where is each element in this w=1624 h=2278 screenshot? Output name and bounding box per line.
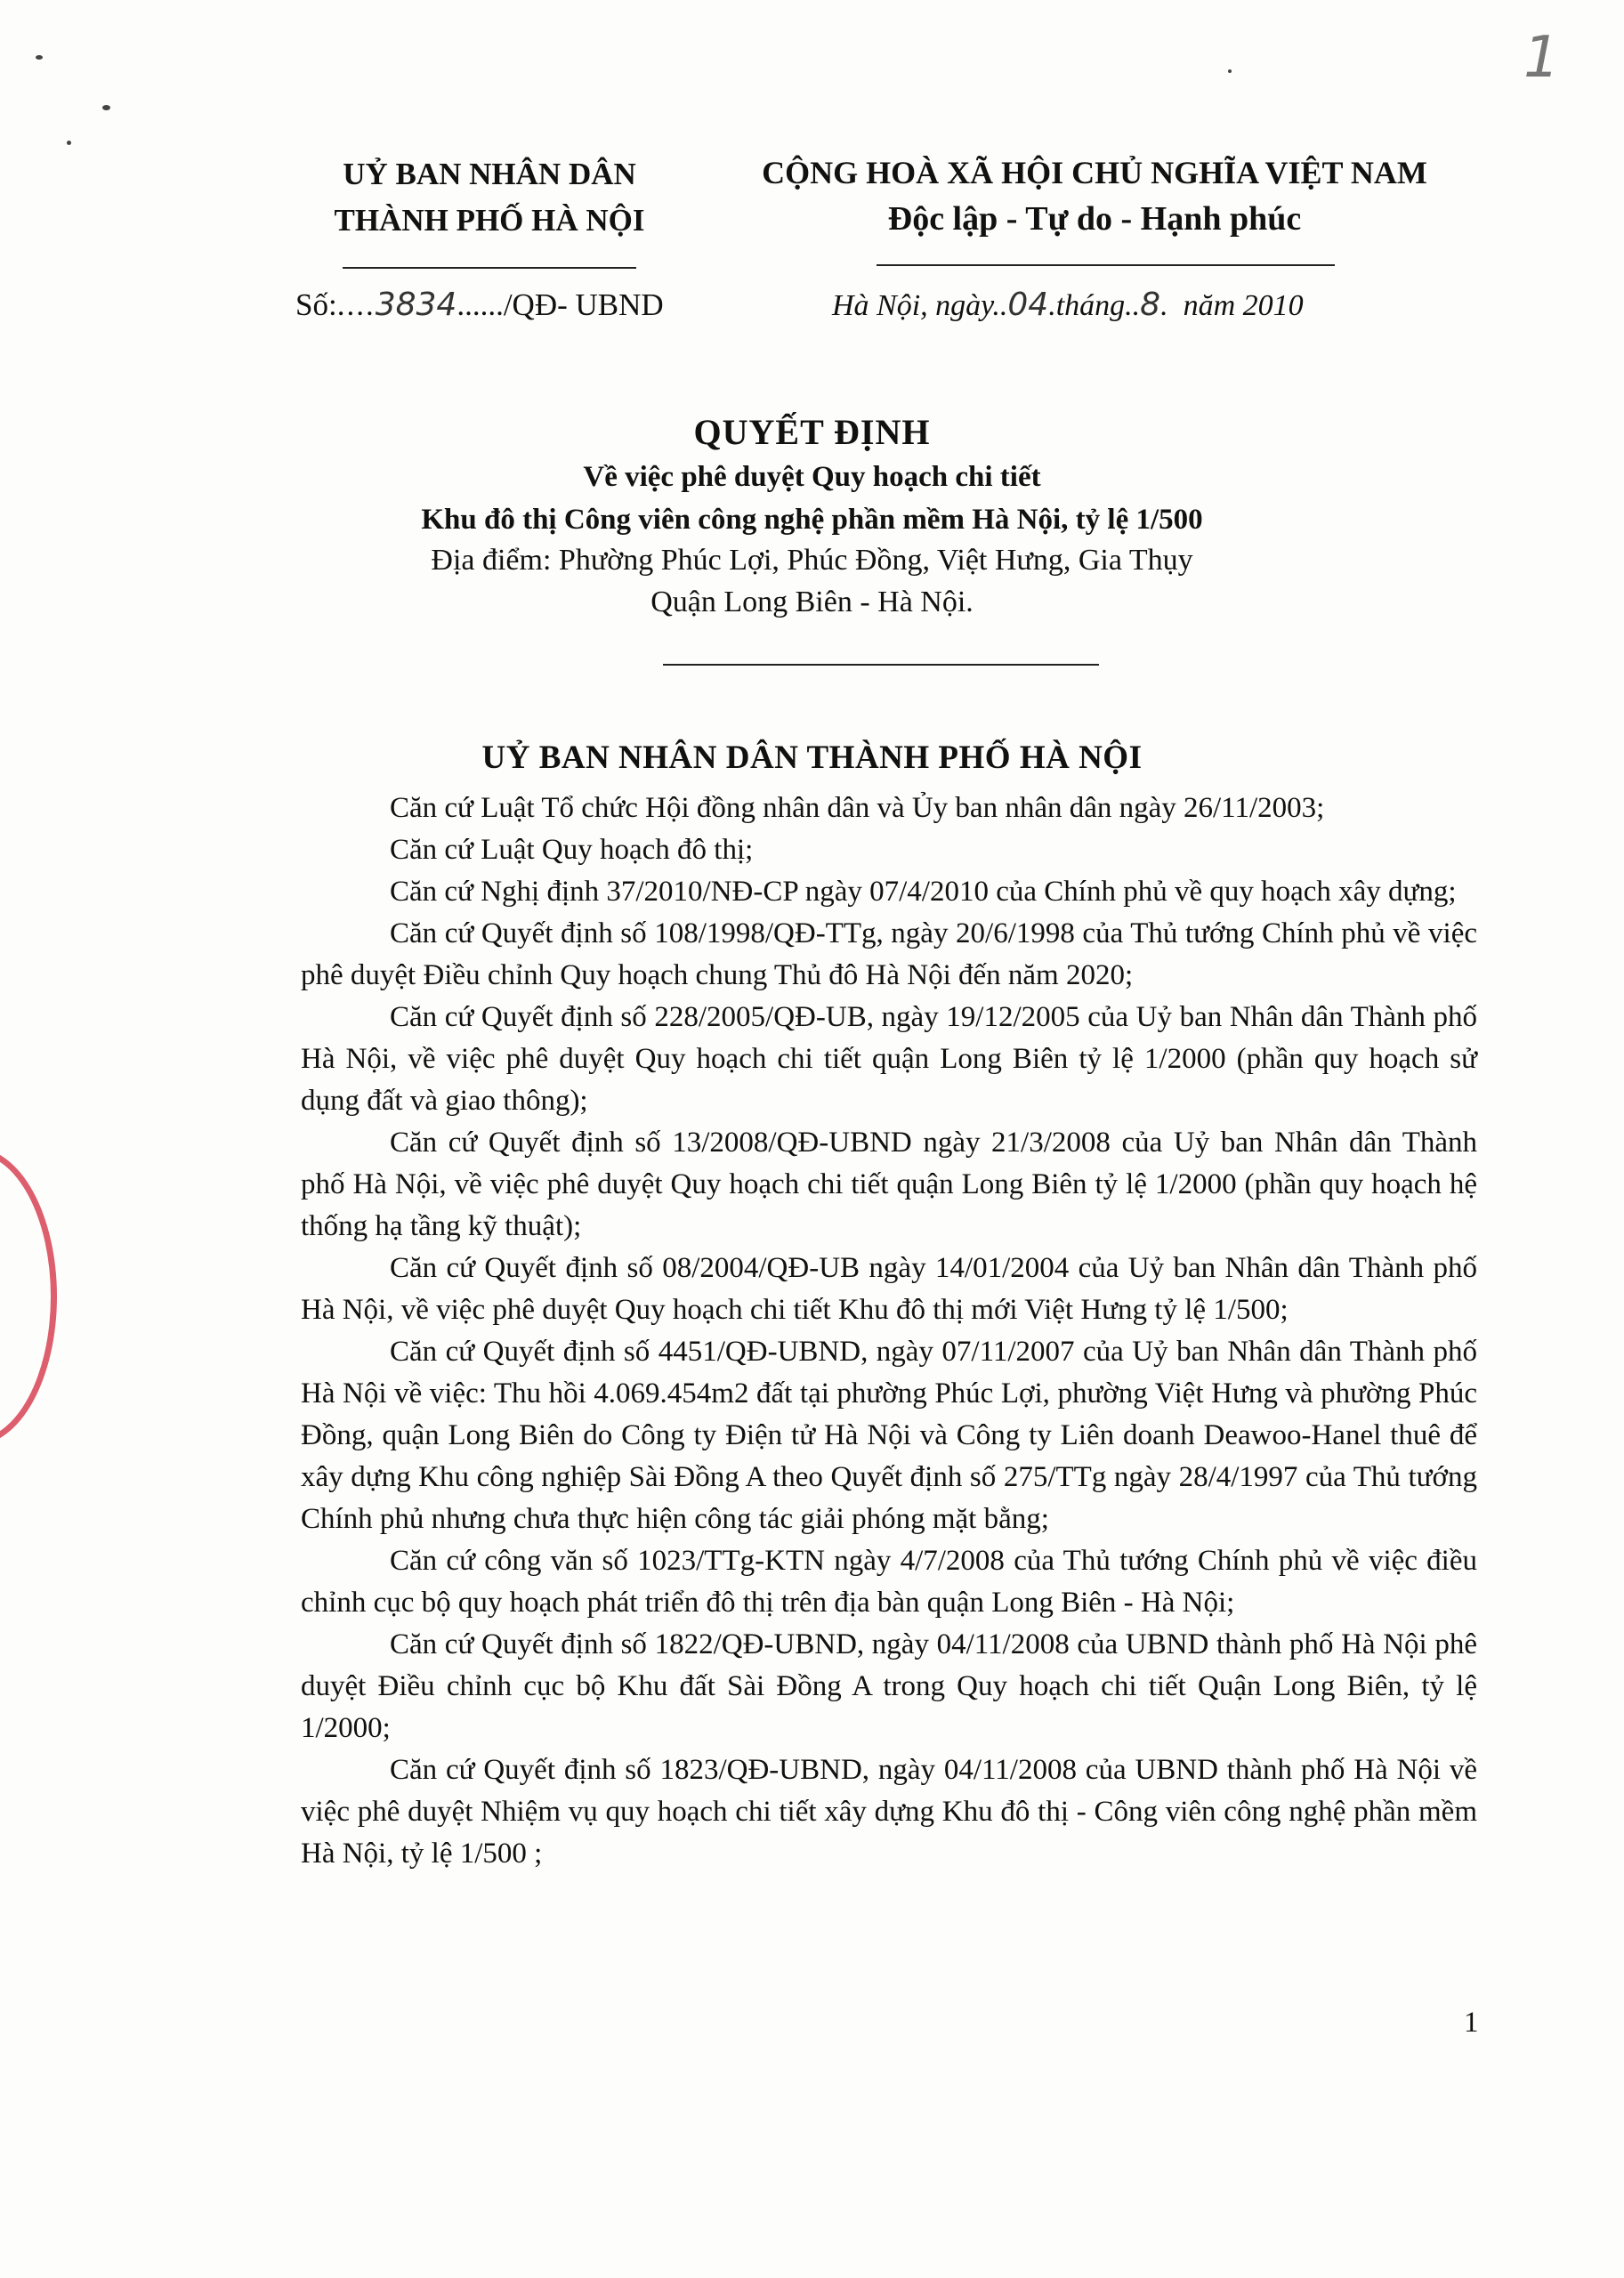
legal-basis-paragraph: Căn cứ công văn số 1023/TTg-KTN ngày 4/7/2008 của Thủ tướng Chính phủ về việc điều chỉnh cục bộ quy hoạch phát triển đô thị trên địa bàn quận Long Biên - Hà Nội; (301, 1545, 1477, 1619)
decision-title: QUYẾT ĐỊNH (693, 412, 931, 452)
number-suffix: /QĐ- UBND (503, 287, 664, 322)
decision-location-1: Địa điểm: Phường Phúc Lợi, Phúc Đồng, Việt Hưng, Gia Thụy (431, 544, 1193, 577)
number-handwritten: 3834 (375, 287, 457, 323)
title-underline (663, 664, 1099, 666)
legal-basis-paragraph: Căn cứ Luật Tổ chức Hội đồng nhân dân và Ủy ban nhân dân ngày 26/11/2003; (390, 792, 1325, 824)
scan-speck (67, 141, 71, 145)
date-month-label: tháng (1055, 289, 1126, 322)
legal-basis-paragraph: Căn cứ Quyết định số 1822/QĐ-UBND, ngày 04/11/2008 của UBND thành phố Hà Nội phê duyệt Điều chỉnh cục bộ Khu đất Sài Đồng A trong Quy hoạch chi tiết Quận Long Biên, tỷ lệ 1/2000; (301, 1628, 1477, 1744)
legal-basis-paragraph: Căn cứ Quyết định số 228/2005/QĐ-UB, ngày 19/12/2005 của Uỷ ban Nhân dân Thành phố Hà Nội, về việc phê duyệt Quy hoạch chi tiết quận Long Biên tỷ lệ 1/2000 (phần quy hoạch sử dụng đất và giao thông); (301, 1001, 1477, 1117)
date-year: năm 2010 (1183, 289, 1304, 322)
document-date: Hà Nội, ngày..04.tháng..8. năm 2010 (832, 287, 1304, 323)
nation-line-2: Độc lập - Tự do - Hạnh phúc (887, 200, 1302, 238)
number-prefix: Số: (295, 287, 337, 322)
legal-basis-paragraph: Căn cứ Quyết định số 108/1998/QĐ-TTg, ngày 20/6/1998 của Thủ tướng Chính phủ về việc phê duyệt Điều chỉnh Quy hoạch chung Thủ đô Hà Nội đến năm 2020; (301, 917, 1477, 991)
scan-speck (1228, 69, 1232, 73)
legal-basis-paragraph: Căn cứ Quyết định số 4451/QĐ-UBND, ngày 07/11/2007 của Uỷ ban Nhân dân Thành phố Hà Nội về việc: Thu hồi 4.069.454m2 đất tại phường Phúc Lợi, phường Việt Hưng và phường Phúc Đồng, quận Long Biên do Công ty Điện tử Hà Nội và Công ty Liên doanh Deawoo-Hanel thuê để xây dựng Khu công nghiệp Sài Đồng A theo Quyết định số 275/TTg ngày 28/4/1997 của Thủ tướng Chính phủ nhưng chưa thực hiện công tác giải phóng mặt bằng; (301, 1336, 1477, 1535)
decision-subtitle-2: Khu đô thị Công viên công nghệ phần mềm Hà Nội, tỷ lệ 1/500 (421, 504, 1203, 536)
agency-name (294, 151, 685, 244)
national-motto (747, 149, 1442, 242)
scan-speck (102, 105, 110, 110)
red-seal-stamp (0, 1148, 57, 1445)
legal-basis-paragraph: Căn cứ Luật Quy hoạch đô thị; (390, 834, 754, 866)
decision-subtitle-1: Về việc phê duyệt Quy hoạch chi tiết (583, 461, 1041, 493)
handwritten-page-mark: 1 (1523, 25, 1560, 91)
nation-line-1: CỘNG HOÀ XÃ HỘI CHỦ NGHĨA VIỆT NAM (762, 155, 1427, 190)
date-prefix: Hà Nội, ngày (832, 289, 993, 322)
agency-underline (343, 267, 636, 269)
page-number: 1 (1464, 2007, 1479, 2039)
legal-basis-paragraph: Căn cứ Nghị định 37/2010/NĐ-CP ngày 07/4/2010 của Chính phủ về quy hoạch xây dựng; (390, 876, 1457, 908)
motto-underline (877, 264, 1335, 266)
date-day: 04 (1007, 287, 1049, 323)
agency-line-2: THÀNH PHỐ HÀ NỘI (334, 203, 645, 238)
legal-basis-paragraph: Căn cứ Quyết định số 08/2004/QĐ-UB ngày 14/01/2004 của Uỷ ban Nhân dân Thành phố Hà Nội, về việc phê duyệt Quy hoạch chi tiết Khu đô thị mới Việt Hưng tỷ lệ 1/500; (301, 1252, 1477, 1326)
scan-speck (36, 55, 43, 60)
legal-basis-list (301, 788, 1477, 1875)
legal-basis-paragraph: Căn cứ Quyết định số 1823/QĐ-UBND, ngày 04/11/2008 của UBND thành phố Hà Nội về việc phê duyệt Nhiệm vụ quy hoạch chi tiết xây dựng Khu đô thị - Công viên công nghệ phần mềm Hà Nội, tỷ lệ 1/500 ; (301, 1754, 1477, 1870)
document-number: Số:....3834....../QĐ- UBND (295, 287, 664, 323)
date-month: 8 (1140, 287, 1161, 323)
agency-line-1: UỶ BAN NHÂN DÂN (343, 157, 636, 191)
decision-location-2: Quận Long Biên - Hà Nội. (650, 586, 974, 618)
legal-basis-paragraph: Căn cứ Quyết định số 13/2008/QĐ-UBND ngày 21/3/2008 của Uỷ ban Nhân dân Thành phố Hà Nội, về việc phê duyệt Quy hoạch chi tiết quận Long Biên tỷ lệ 1/2000 (phần quy hoạch hệ thống hạ tầng kỹ thuật); (301, 1127, 1477, 1242)
issuing-authority: UỶ BAN NHÂN DÂN THÀNH PHỐ HÀ NỘI (481, 739, 1143, 776)
